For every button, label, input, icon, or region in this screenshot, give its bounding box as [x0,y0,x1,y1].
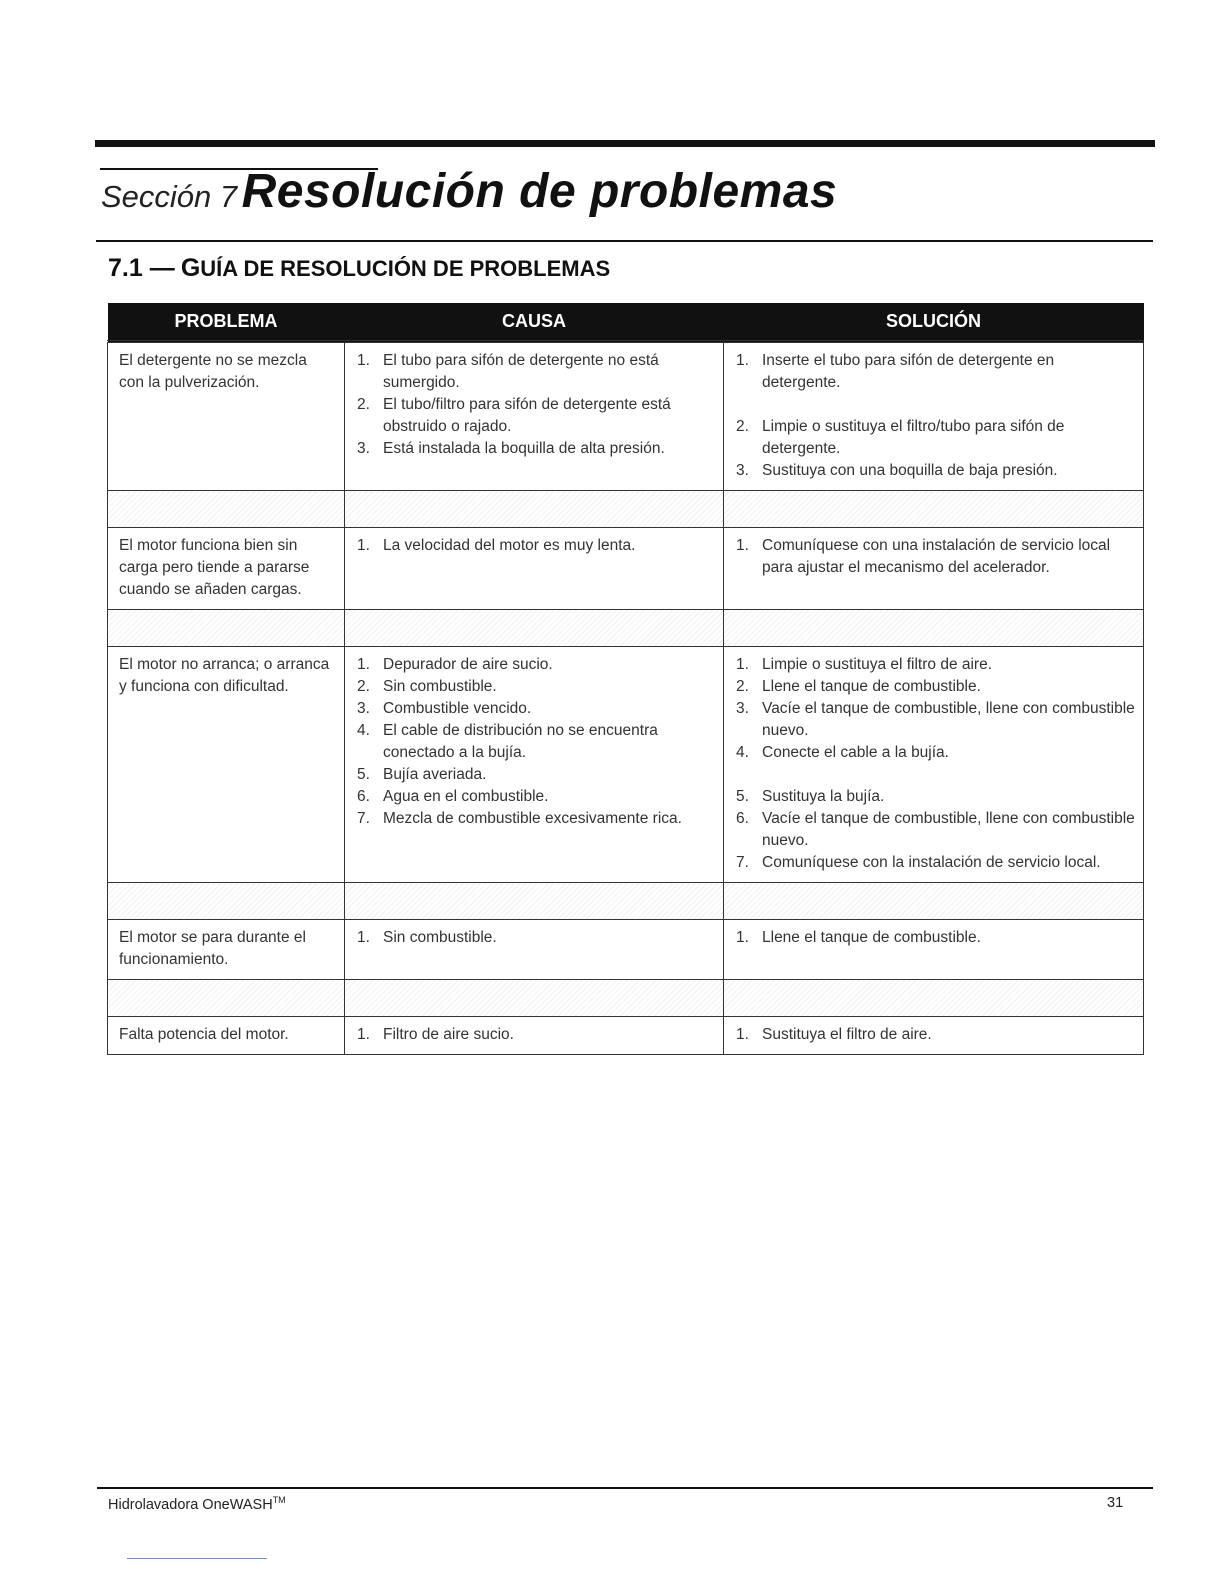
causes-text: Filtro de aire sucio. [383,1026,514,1043]
list-number: 4. [736,744,749,761]
list-number: 2. [357,396,370,413]
causes-list [356,350,715,460]
subsection-number: 7.1 — [108,254,175,282]
causes-text: Sin combustible. [383,678,497,695]
causes-text: El tubo para sifón de detergente no está sumergido. [383,352,659,391]
solution-cell [724,1017,1144,1055]
footer-product-name: Hidrolavadora OneWASH [108,1496,273,1513]
list-number: 5. [736,788,749,805]
cause-cell [345,920,724,980]
table-row [108,1017,1144,1055]
solutions-text: Comuníquese con una instalación de servicio local para ajustar el mecanismo del acelerador. [762,537,1111,576]
table-body [108,342,1144,1055]
problem-text: El motor no arranca; o arranca y funciona con dificultad. [119,656,330,695]
spacer-cell [724,610,1144,647]
causes-item [356,698,715,720]
causes-text: Bujía averiada. [383,766,487,783]
solutions-text: Llene el tanque de combustible. [762,678,981,695]
causes-item [356,808,715,830]
solutions-list [735,654,1135,874]
problem-cell [108,1017,345,1055]
solution-cell [724,920,1144,980]
solution-cell [724,647,1144,883]
list-number: 1. [736,929,749,946]
solutions-item [735,350,1135,394]
list-number: 4. [357,722,370,739]
solutions-text: Sustituya la bujía. [762,788,885,805]
solutions-text: Conecte el cable a la bujía. [762,744,949,761]
causes-item [356,438,715,460]
list-number: 5. [357,766,370,783]
causes-item [356,927,715,949]
cause-cell [345,342,724,491]
list-number: 1. [736,1026,749,1043]
solutions-text: Vacíe el tanque de combustible, llene con combustible nuevo. [762,810,1135,849]
causes-list [356,1024,715,1046]
solutions-item [735,852,1135,874]
header-cause: CAUSA [345,303,724,342]
list-number: 2. [357,678,370,695]
spacer-cell [108,883,345,920]
solutions-item [735,927,1135,949]
spacer-row [108,980,1144,1017]
solutions-text: Llene el tanque de combustible. [762,929,981,946]
causes-text: La velocidad del motor es muy lenta. [383,537,636,554]
list-number: 1. [357,929,370,946]
cause-cell [345,647,724,883]
solution-cell [724,528,1144,610]
causes-list [356,654,715,830]
problem-text: El motor se para durante el funcionamiento. [119,929,306,968]
solutions-text: Comuníquese con la instalación de servicio local. [762,854,1101,871]
bottom-link-line [127,1558,267,1559]
list-number: 2. [736,678,749,695]
table-header-row [108,303,1144,342]
spacer-cell [345,491,724,528]
table-row [108,647,1144,883]
spacer-cell [724,491,1144,528]
list-number: 7. [357,810,370,827]
causes-list [356,535,715,557]
solutions-text: Vacíe el tanque de combustible, llene con combustible nuevo. [762,700,1135,739]
problem-cell [108,342,345,491]
solutions-item [735,786,1135,808]
solutions-item [735,654,1135,676]
solutions-item [735,698,1135,742]
header-problem: PROBLEMA [108,303,345,342]
spacer-cell [108,610,345,647]
solutions-list [735,350,1135,482]
causes-item [356,786,715,808]
solutions-item [735,1024,1135,1046]
section-title [101,164,837,219]
table-row [108,342,1144,491]
causes-item [356,1024,715,1046]
list-number: 1. [736,537,749,554]
solutions-item [735,535,1135,579]
solutions-text: Limpie o sustituya el filtro de aire. [762,656,993,673]
solution-cell [724,342,1144,491]
top-rule [95,140,1155,147]
list-number: 1. [357,1026,370,1043]
solutions-text: Sustituya el filtro de aire. [762,1026,932,1043]
solutions-list [735,535,1135,579]
spacer-cell [345,610,724,647]
causes-item [356,350,715,394]
list-number: 7. [736,854,749,871]
list-number: 1. [736,352,749,369]
list-number: 3. [736,462,749,479]
solutions-list [735,1024,1135,1046]
problem-text: El motor funciona bien sin carga pero tiende a pararse cuando se añaden cargas. [119,537,310,598]
spacer-row [108,610,1144,647]
list-number: 2. [736,418,749,435]
causes-text: El tubo/filtro para sifón de detergente está obstruido o rajado. [383,396,671,435]
subsection-text: UÍA DE RESOLUCIÓN DE PROBLEMAS [200,256,611,281]
problem-cell [108,647,345,883]
solutions-item [735,416,1135,460]
problem-cell [108,920,345,980]
table-row [108,528,1144,610]
list-number: 6. [736,810,749,827]
solutions-item [735,742,1135,764]
header-solution: SOLUCIÓN [724,303,1144,342]
trademark-mark: TM [272,1495,286,1505]
problem-text: Falta potencia del motor. [119,1026,289,1043]
list-number: 1. [357,537,370,554]
causes-text: Agua en el combustible. [383,788,549,805]
list-number: 3. [736,700,749,717]
solutions-item [735,676,1135,698]
spacer-cell [724,883,1144,920]
table-row [108,920,1144,980]
spacer-cell [724,980,1144,1017]
section-prefix: Sección 7 [101,179,238,214]
list-number: 3. [357,700,370,717]
causes-item [356,535,715,557]
causes-item [356,764,715,786]
list-number: 1. [357,656,370,673]
causes-item [356,720,715,764]
causes-item [356,654,715,676]
list-number: 1. [736,656,749,673]
spacer-row [108,491,1144,528]
causes-text: El cable de distribución no se encuentra conectado a la bujía. [383,722,658,761]
problem-text: El detergente no se mezcla con la pulverización. [119,352,307,391]
solutions-item [735,808,1135,852]
causes-text: Depurador de aire sucio. [383,656,553,673]
causes-item [356,676,715,698]
causes-text: Está instalada la boquilla de alta presión. [383,440,665,457]
page-number: 31 [1107,1495,1124,1511]
spacer-cell [108,980,345,1017]
causes-text: Combustible vencido. [383,700,532,717]
solutions-text: Sustituya con una boquilla de baja presión. [762,462,1058,479]
footer-product [108,1495,286,1513]
spacer-cell [345,883,724,920]
cause-cell [345,528,724,610]
footer-rule [97,1487,1153,1489]
cause-cell [345,1017,724,1055]
title-underline [96,240,1153,242]
list-number: 6. [357,788,370,805]
subsection-initial: G [180,254,201,282]
troubleshooting-table [107,303,1144,1055]
causes-text: Sin combustible. [383,929,497,946]
solutions-list [735,927,1135,949]
section-heading: Resolución de problemas [241,165,838,218]
spacer-row [108,883,1144,920]
subsection-title [108,254,610,283]
solutions-text: Inserte el tubo para sifón de detergente en detergente. [762,352,1055,391]
causes-list [356,927,715,949]
list-number: 1. [357,352,370,369]
spacer-cell [345,980,724,1017]
causes-text: Mezcla de combustible excesivamente rica. [383,810,682,827]
spacer-cell [108,491,345,528]
problem-cell [108,528,345,610]
list-number: 3. [357,440,370,457]
solutions-text: Limpie o sustituya el filtro/tubo para sifón de detergente. [762,418,1065,457]
causes-item [356,394,715,438]
solutions-item [735,460,1135,482]
